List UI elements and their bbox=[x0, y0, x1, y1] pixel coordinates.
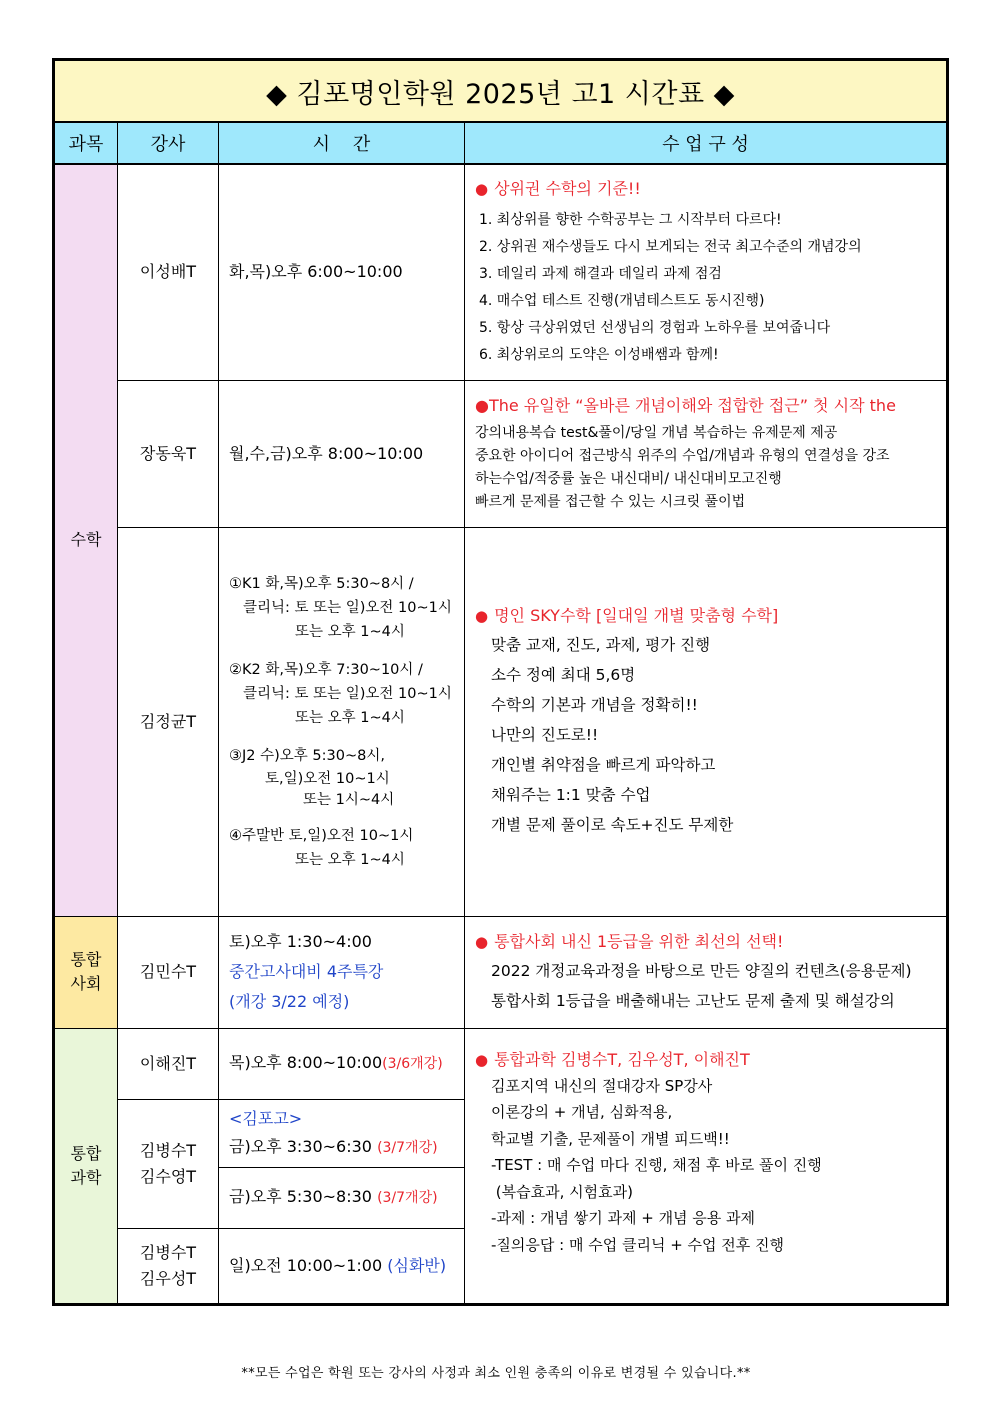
list-item: -질의응답 : 매 수업 클리닉 + 수업 전후 진행 bbox=[491, 1235, 785, 1254]
list-item: 맞춤 교재, 진도, 과제, 평가 진행 bbox=[491, 636, 711, 654]
list-item: (복습효과, 시험효과) bbox=[491, 1182, 633, 1201]
time-science-2b: 금)오후 5:30~8:30 (3/7개강) bbox=[219, 1167, 465, 1228]
headline-science: ● 통합과학 김병수T, 김우성T, 이해진T bbox=[475, 1049, 750, 1069]
timetable bbox=[52, 58, 949, 1306]
teacher-kim-minsu: 김민수T bbox=[118, 916, 219, 1028]
header-row bbox=[54, 122, 948, 164]
society-row bbox=[54, 916, 948, 1028]
time-kim bbox=[219, 527, 465, 916]
list-lee bbox=[475, 207, 940, 369]
list-item: 나만의 진도로!! bbox=[491, 726, 599, 744]
list-kim bbox=[475, 630, 940, 840]
time-block-k2: ②K2 화,목)오후 7:30~10시 / 클리닉: 토 또는 일)오전 10~1시 또는 오후 1~4시 bbox=[229, 661, 452, 726]
math-row-kim bbox=[54, 527, 948, 916]
list-item: 채워주는 1:1 맞춤 수업 bbox=[491, 786, 651, 804]
teacher-kim: 김정균T bbox=[118, 527, 219, 916]
headline-lee: ● 상위권 수학의 기준!! bbox=[475, 178, 641, 198]
time-jang: 월,수,금)오후 8:00~10:00 bbox=[219, 380, 465, 527]
list-item: 5. 항상 극상위였던 선생님의 경험과 노하우를 보여줍니다 bbox=[479, 319, 831, 336]
list-item: 김포지역 내신의 절대강자 SP강사 bbox=[491, 1076, 713, 1095]
list-item: 개별 문제 풀이로 속도+진도 무제한 bbox=[491, 816, 734, 834]
list-item: 4. 매수업 테스트 진행(개념테스트도 동시진행) bbox=[479, 292, 765, 309]
teacher-lee-haejin: 이해진T bbox=[118, 1028, 219, 1099]
list-item: -TEST : 매 수업 마다 진행, 채점 후 바로 풀이 진행 bbox=[491, 1156, 822, 1174]
list-jang bbox=[475, 422, 940, 514]
time-science-3: 일)오전 10:00~1:00 (심화반) bbox=[219, 1228, 465, 1304]
time-science-2a: <김포고> 금)오후 3:30~6:30 (3/7개강) bbox=[219, 1099, 465, 1167]
footer-note: **모든 수업은 학원 또는 강사의 사정과 최소 인원 충족의 이유로 변경될 수 있습니다.** bbox=[241, 1366, 751, 1381]
bullet-icon: ● bbox=[475, 179, 489, 198]
list-item: 소수 정예 최대 5,6명 bbox=[491, 666, 636, 684]
subject-science: 통합 과학 bbox=[54, 1028, 118, 1304]
bullet-icon: ● bbox=[475, 607, 489, 625]
science-row-lee bbox=[54, 1028, 948, 1099]
time-society: 토)오후 1:30~4:00 중간고사대비 4주특강 (개강 3/22 예정) bbox=[219, 916, 465, 1028]
header-time: 시 간 bbox=[219, 122, 465, 164]
content-science bbox=[465, 1028, 948, 1304]
time-lee: 화,목)오후 6:00~10:00 bbox=[219, 164, 465, 380]
list-item: 수학의 기본과 개념을 정확히!! bbox=[491, 696, 698, 714]
list-item: 학교별 기출, 문제풀이 개별 피드백!! bbox=[491, 1129, 730, 1148]
header-content: 수 업 구 성 bbox=[465, 122, 948, 164]
list-item: 하는수업/적중률 높은 내신대비/ 내신대비모고진행 bbox=[475, 471, 782, 487]
bullet-icon: ● bbox=[475, 1050, 489, 1069]
teacher-kim-byungsu-suyoung: 김병수T 김수영T bbox=[118, 1099, 219, 1228]
list-item: 빠르게 문제를 접근할 수 있는 시크릿 풀이법 bbox=[475, 494, 746, 510]
content-lee bbox=[465, 164, 948, 380]
list-society bbox=[475, 956, 940, 1016]
page-title: ◆ 김포명인학원 2025년 고1 시간표 ◆ bbox=[54, 60, 948, 123]
list-item: 3. 데일리 과제 해결과 데일리 과제 점검 bbox=[479, 265, 722, 282]
list-item: 1. 최상위를 향한 수학공부는 그 시작부터 다르다! bbox=[479, 211, 782, 228]
content-jang bbox=[465, 380, 948, 527]
list-item: 통합사회 1등급을 배출해내는 고난도 문제 출제 및 해설강의 bbox=[491, 992, 895, 1010]
time-block-k1: ①K1 화,목)오후 5:30~8시 / 클리닉: 토 또는 일)오전 10~1시 또는 오후 1~4시 bbox=[229, 575, 452, 640]
subject-math: 수학 bbox=[54, 164, 118, 916]
time-block-weekend: ④주말반 토,일)오전 10~1시 또는 오후 1~4시 bbox=[229, 827, 414, 868]
time-science-1: 목)오후 8:00~10:00(3/6개강) bbox=[219, 1028, 465, 1099]
list-item: 강의내용복습 test&풀이/당일 개념 복습하는 유제문제 제공 bbox=[475, 425, 838, 441]
list-item: 2. 상위권 재수생들도 다시 보게되는 전국 최고수준의 개념강의 bbox=[479, 238, 862, 255]
math-row-jang bbox=[54, 380, 948, 527]
header-subject: 과목 bbox=[54, 122, 118, 164]
teacher-kim-byungsu-woosung: 김병수T 김우성T bbox=[118, 1228, 219, 1304]
list-science bbox=[475, 1073, 940, 1259]
content-kim bbox=[465, 527, 948, 916]
subject-society: 통합 사회 bbox=[54, 916, 118, 1028]
list-item: 중요한 아이디어 접근방식 위주의 수업/개념과 유형의 연결성을 강조 bbox=[475, 448, 890, 464]
list-item: 이론강의 + 개념, 심화적용, bbox=[491, 1103, 673, 1121]
list-item: 6. 최상위로의 도약은 이성배쌤과 함께! bbox=[479, 346, 719, 363]
header-teacher: 강사 bbox=[118, 122, 219, 164]
teacher-jang: 장동욱T bbox=[118, 380, 219, 527]
time-block-j2: ③J2 수)오후 5:30~8시, 토,일)오전 10~1시 또는 1시~4시 bbox=[229, 747, 395, 808]
headline-jang: ●The 유일한 “올바른 개념이해와 접합한 접근” 첫 시작 the bbox=[475, 396, 896, 415]
math-row-lee bbox=[54, 164, 948, 380]
teacher-lee: 이성배T bbox=[118, 164, 219, 380]
content-society bbox=[465, 916, 948, 1028]
list-item: 2022 개정교육과정을 바탕으로 만든 양질의 컨텐츠(응용문제) bbox=[491, 962, 912, 980]
list-item: 개인별 취약점을 빠르게 파악하고 bbox=[491, 756, 716, 774]
list-item: -과제 : 개념 쌓기 과제 + 개념 응용 과제 bbox=[491, 1209, 756, 1227]
bullet-icon: ● bbox=[475, 933, 489, 951]
headline-society: ● 통합사회 내신 1등급을 위한 최선의 선택! bbox=[475, 932, 784, 951]
headline-kim: ● 명인 SKY수학 [일대일 개별 맞춤형 수학] bbox=[475, 606, 779, 625]
